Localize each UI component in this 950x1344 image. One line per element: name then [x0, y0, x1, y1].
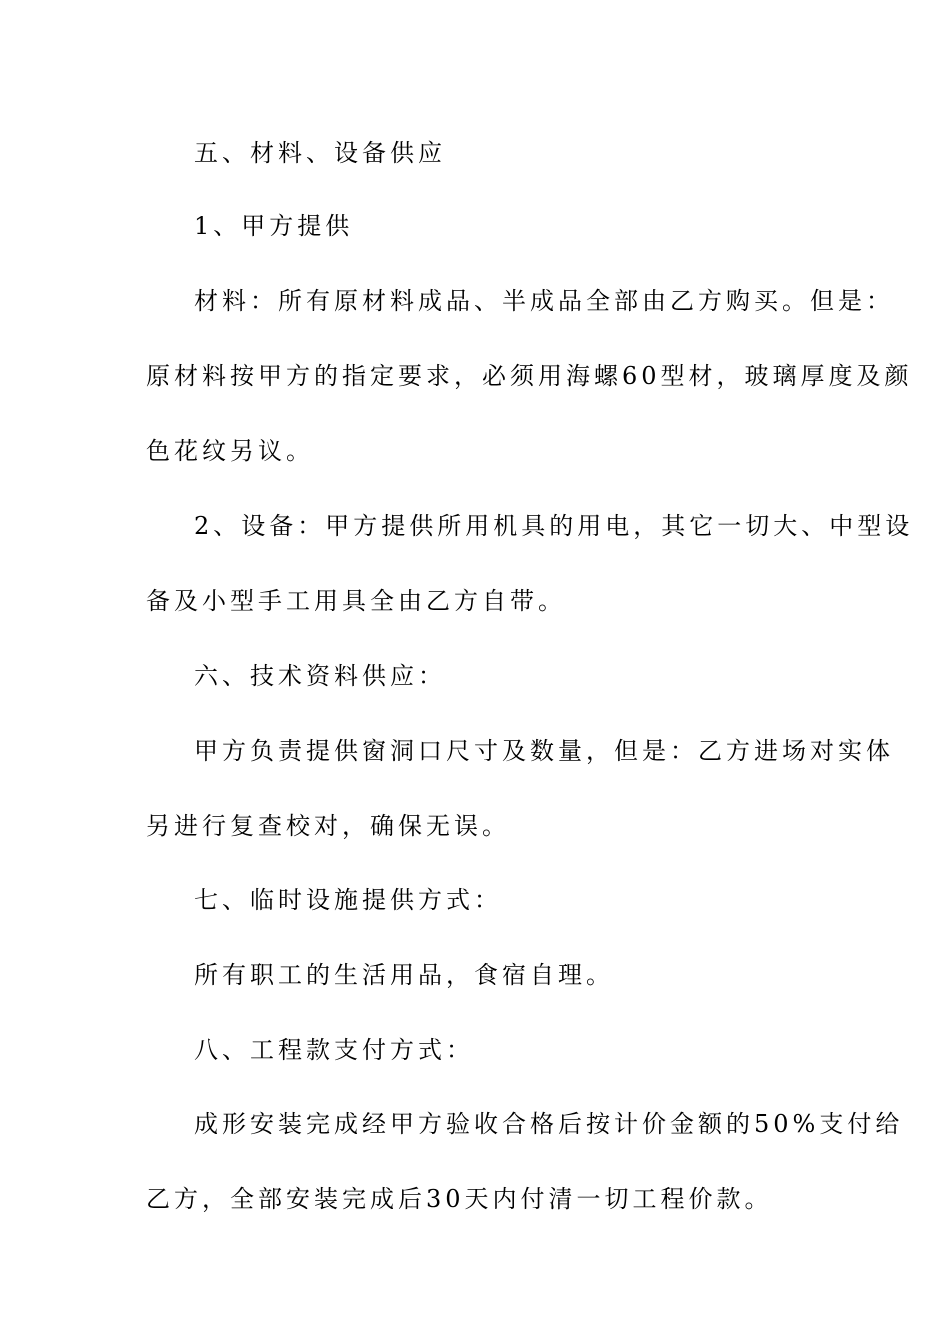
paragraph-line: 乙方，全部安装完成后30天内付清一切工程价款。 [146, 1185, 773, 1213]
section-heading-8: 八、工程款支付方式： [194, 1036, 474, 1064]
section-heading-7: 七、临时设施提供方式： [194, 886, 502, 914]
paragraph-line: 所有职工的生活用品，食宿自理。 [194, 961, 614, 989]
paragraph-line: 2、设备：甲方提供所用机具的用电，其它一切大、中型设 [194, 512, 914, 540]
paragraph-line: 原材料按甲方的指定要求，必须用海螺60型材，玻璃厚度及颜 [146, 362, 913, 390]
paragraph-line: 色花纹另议。 [146, 437, 314, 465]
paragraph-line: 甲方负责提供窗洞口尺寸及数量，但是：乙方进场对实体 [194, 737, 894, 765]
paragraph-line: 材料：所有原材料成品、半成品全部由乙方购买。但是： [194, 287, 894, 315]
paragraph-line: 备及小型手工用具全由乙方自带。 [146, 587, 566, 615]
section-heading-5: 五、材料、设备供应 [194, 139, 446, 167]
paragraph-line: 另进行复查校对，确保无误。 [146, 812, 510, 840]
section-heading-6: 六、技术资料供应： [194, 662, 446, 690]
subsection-heading-1: 1、甲方提供 [194, 212, 354, 240]
paragraph-line: 成形安装完成经甲方验收合格后按计价金额的50%支付给 [194, 1110, 904, 1138]
